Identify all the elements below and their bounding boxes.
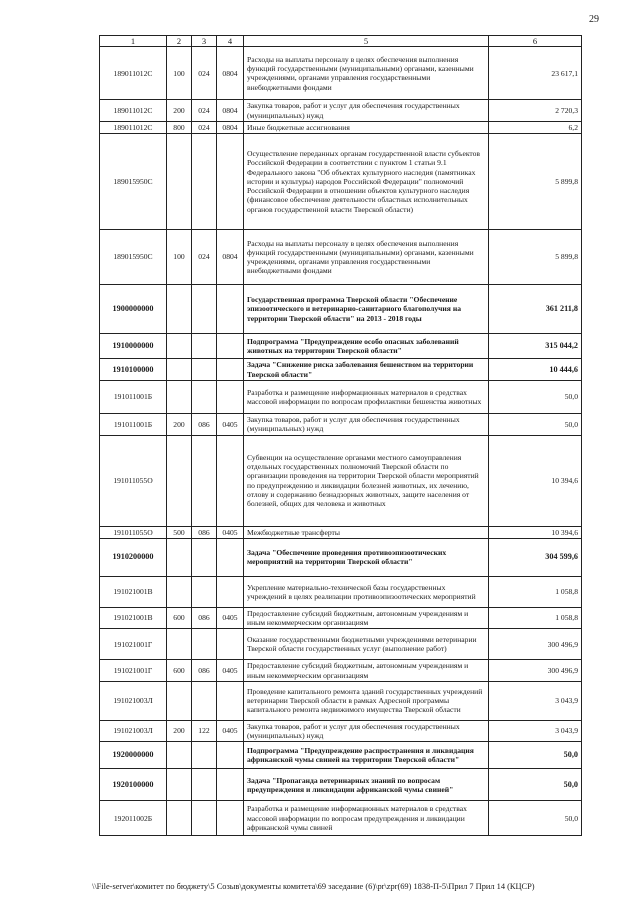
cell-expense-type: 800	[167, 121, 192, 133]
cell-section	[217, 629, 244, 660]
table-row	[100, 526, 582, 538]
cell-code: 189011012С	[100, 100, 167, 122]
cell-code: 191021003Л	[100, 681, 167, 720]
cell-name: Укрепление материально-технической базы государственных учреждений в целях реализации противоэпизоотических мероприятий	[244, 576, 489, 607]
cell-section	[217, 134, 244, 230]
table-row	[100, 230, 582, 285]
cell-ministry: 086	[192, 660, 217, 682]
cell-ministry	[192, 629, 217, 660]
table-row	[100, 134, 582, 230]
cell-code: 192011002Б	[100, 801, 167, 836]
cell-name: Разработка и размещение информационных материалов в средствах массовой информации по вопросам предупреждения и ликвидации африканской чумы свиней	[244, 801, 489, 836]
cell-section	[217, 742, 244, 769]
cell-amount: 315 044,2	[489, 334, 582, 359]
cell-amount: 6,2	[489, 121, 582, 133]
cell-expense-type	[167, 576, 192, 607]
cell-name: Межбюджетные трансферты	[244, 526, 489, 538]
cell-code: 1900000000	[100, 285, 167, 334]
cell-section	[217, 769, 244, 801]
table-row	[100, 720, 582, 742]
cell-name: Закупка товаров, работ и услуг для обеспечения государственных (муниципальных) нужд	[244, 720, 489, 742]
cell-code: 189015950С	[100, 230, 167, 285]
cell-amount: 50,0	[489, 769, 582, 801]
table-row	[100, 801, 582, 836]
cell-ministry	[192, 285, 217, 334]
table-row	[100, 660, 582, 682]
cell-amount: 5 899,8	[489, 134, 582, 230]
cell-code: 191021001Г	[100, 660, 167, 682]
cell-code: 191011001Б	[100, 381, 167, 414]
cell-ministry	[192, 742, 217, 769]
cell-expense-type: 200	[167, 720, 192, 742]
cell-ministry	[192, 381, 217, 414]
cell-name: Осуществление переданных органам государственной власти субъектов Российской Федерации в соответствии с пунктом 1 статьи 9.1 Федерального закона "Об объектах культурного наследия (памятниках истории и культуры) народов Российской Федерации" полномочий Российской Федерации в отношении объектов культурного наследия (финансовое обеспечение деятельности областных исполнительных органов государственной власти Тверской области)	[244, 134, 489, 230]
cell-expense-type	[167, 742, 192, 769]
table-row	[100, 121, 582, 133]
cell-amount: 1 058,8	[489, 607, 582, 629]
cell-expense-type	[167, 801, 192, 836]
cell-name: Подпрограмма "Предупреждение распространения и ликвидация африканской чумы свиней на территории Тверской области"	[244, 742, 489, 769]
cell-expense-type: 600	[167, 660, 192, 682]
cell-amount: 3 043,9	[489, 720, 582, 742]
cell-ministry	[192, 538, 217, 576]
cell-ministry	[192, 134, 217, 230]
cell-name: Предоставление субсидий бюджетным, автономным учреждениям и иным некоммерческим организациям	[244, 607, 489, 629]
table-row	[100, 100, 582, 122]
cell-section: 0804	[217, 100, 244, 122]
cell-section: 0405	[217, 720, 244, 742]
cell-name: Расходы на выплаты персоналу в целях обеспечения выполнения функций государственными (муниципальными) органами, казенными учреждениями, органами управления государственными внебюджетными фондами	[244, 230, 489, 285]
cell-section	[217, 359, 244, 381]
cell-expense-type: 200	[167, 100, 192, 122]
cell-code: 1910000000	[100, 334, 167, 359]
cell-amount: 10 394,6	[489, 435, 582, 526]
table-row	[100, 334, 582, 359]
cell-section: 0804	[217, 230, 244, 285]
cell-amount: 3 043,9	[489, 681, 582, 720]
cell-code: 1920000000	[100, 742, 167, 769]
cell-ministry	[192, 334, 217, 359]
cell-expense-type	[167, 435, 192, 526]
cell-ministry	[192, 769, 217, 801]
cell-name: Закупка товаров, работ и услуг для обеспечения государственных (муниципальных) нужд	[244, 100, 489, 122]
cell-expense-type: 200	[167, 414, 192, 436]
header-col-1: 1	[100, 36, 167, 47]
cell-code: 191021001В	[100, 576, 167, 607]
cell-expense-type	[167, 285, 192, 334]
header-col-4: 4	[217, 36, 244, 47]
cell-amount: 50,0	[489, 742, 582, 769]
cell-code: 1920100000	[100, 769, 167, 801]
cell-ministry	[192, 576, 217, 607]
cell-amount: 304 599,6	[489, 538, 582, 576]
cell-name: Проведение капитального ремонта зданий государственных учреждений ветеринарии Тверской области в рамках Адресной программы капитального ремонта недвижимого имущества Тверской области	[244, 681, 489, 720]
cell-code: 191021001В	[100, 607, 167, 629]
cell-amount: 23 617,1	[489, 47, 582, 100]
cell-name: Задача "Снижение риска заболевания бешенством на территории Тверской области"	[244, 359, 489, 381]
table-row	[100, 435, 582, 526]
cell-section: 0405	[217, 660, 244, 682]
cell-name: Разработка и размещение информационных материалов в средствах массовой информации по вопросам профилактики бешенства животных	[244, 381, 489, 414]
cell-section: 0405	[217, 526, 244, 538]
cell-expense-type	[167, 681, 192, 720]
table-row	[100, 769, 582, 801]
cell-name: Расходы на выплаты персоналу в целях обеспечения выполнения функций государственными (муниципальными) органами, казенными учреждениями, органами управления государственными внебюджетными фондами	[244, 47, 489, 100]
table-row	[100, 607, 582, 629]
cell-expense-type	[167, 629, 192, 660]
table-row	[100, 381, 582, 414]
cell-name: Государственная программа Тверской области "Обеспечение эпизоотического и ветеринарно-санитарного благополучия на территории Тверской области" на 2013 - 2018 годы	[244, 285, 489, 334]
header-col-5: 5	[244, 36, 489, 47]
cell-code: 191011055О	[100, 435, 167, 526]
cell-section	[217, 801, 244, 836]
table-row	[100, 47, 582, 100]
cell-section	[217, 538, 244, 576]
cell-section: 0804	[217, 47, 244, 100]
header-col-2: 2	[167, 36, 192, 47]
cell-name: Подпрограмма "Предупреждение особо опасных заболеваний животных на территории Тверской области"	[244, 334, 489, 359]
cell-ministry	[192, 801, 217, 836]
cell-expense-type	[167, 359, 192, 381]
cell-expense-type	[167, 538, 192, 576]
cell-section	[217, 334, 244, 359]
page-number: 29	[589, 14, 599, 25]
header-col-3: 3	[192, 36, 217, 47]
cell-ministry: 024	[192, 230, 217, 285]
cell-code: 191021003Л	[100, 720, 167, 742]
table-row	[100, 576, 582, 607]
table-row	[100, 414, 582, 436]
table-row	[100, 285, 582, 334]
cell-expense-type	[167, 134, 192, 230]
cell-section	[217, 681, 244, 720]
cell-amount: 361 211,8	[489, 285, 582, 334]
cell-code: 191011055О	[100, 526, 167, 538]
cell-ministry	[192, 681, 217, 720]
cell-amount: 50,0	[489, 381, 582, 414]
cell-section: 0804	[217, 121, 244, 133]
cell-amount: 50,0	[489, 801, 582, 836]
cell-name: Закупка товаров, работ и услуг для обеспечения государственных (муниципальных) нужд	[244, 414, 489, 436]
table-row	[100, 681, 582, 720]
cell-expense-type: 500	[167, 526, 192, 538]
cell-ministry: 024	[192, 121, 217, 133]
cell-code: 1910200000	[100, 538, 167, 576]
cell-name: Оказание государственными бюджетными учреждениями ветеринарии Тверской области государственных услуг (выполнение работ)	[244, 629, 489, 660]
cell-code: 1910100000	[100, 359, 167, 381]
cell-section	[217, 285, 244, 334]
header-col-6: 6	[489, 36, 582, 47]
cell-section: 0405	[217, 607, 244, 629]
cell-code: 191021001Г	[100, 629, 167, 660]
cell-ministry: 024	[192, 100, 217, 122]
cell-name: Задача "Обеспечение проведения противоэпизоотических мероприятий на территории Тверской области"	[244, 538, 489, 576]
cell-name: Иные бюджетные ассигнования	[244, 121, 489, 133]
cell-section	[217, 576, 244, 607]
cell-ministry: 122	[192, 720, 217, 742]
cell-amount: 5 899,8	[489, 230, 582, 285]
cell-amount: 300 496,9	[489, 629, 582, 660]
cell-amount: 10 394,6	[489, 526, 582, 538]
cell-ministry	[192, 435, 217, 526]
cell-expense-type: 100	[167, 230, 192, 285]
cell-section: 0405	[217, 414, 244, 436]
cell-ministry: 086	[192, 526, 217, 538]
table-header-row	[100, 36, 582, 47]
table-row	[100, 742, 582, 769]
table-row	[100, 629, 582, 660]
cell-amount: 2 720,3	[489, 100, 582, 122]
cell-amount: 10 444,6	[489, 359, 582, 381]
cell-expense-type	[167, 334, 192, 359]
cell-amount: 1 058,8	[489, 576, 582, 607]
budget-table	[99, 35, 582, 836]
cell-code: 189011012С	[100, 121, 167, 133]
cell-amount: 50,0	[489, 414, 582, 436]
cell-ministry: 086	[192, 607, 217, 629]
cell-name: Задача "Пропаганда ветеринарных знаний по вопросам предупреждения и ликвидации африканской чумы свиней"	[244, 769, 489, 801]
cell-expense-type: 100	[167, 47, 192, 100]
cell-amount: 300 496,9	[489, 660, 582, 682]
cell-expense-type: 600	[167, 607, 192, 629]
cell-expense-type	[167, 381, 192, 414]
cell-ministry	[192, 359, 217, 381]
cell-code: 189015950С	[100, 134, 167, 230]
cell-section	[217, 381, 244, 414]
cell-name: Субвенции на осуществление органами местного самоуправления отдельных государственных полномочий Тверской области по организации проведения на территории Тверской области мероприятий по предупреждению и ликвидации болезней животных, их лечению, отлову и содержанию безнадзорных животных, защите населения от болезней, общих для человека и животных	[244, 435, 489, 526]
table-row	[100, 359, 582, 381]
cell-code: 191011001Б	[100, 414, 167, 436]
file-path-footer: \\File-server\комитет по бюджету\5 Созыв\документы комитета\69 заседание (6)\pr\zpr(69) 1838-П-5\Прил 7 Прил 14 (КЦСР)	[92, 882, 535, 891]
cell-name: Предоставление субсидий бюджетным, автономным учреждениям и иным некоммерческим организациям	[244, 660, 489, 682]
cell-expense-type	[167, 769, 192, 801]
cell-ministry: 086	[192, 414, 217, 436]
cell-section	[217, 435, 244, 526]
cell-ministry: 024	[192, 47, 217, 100]
table-row	[100, 538, 582, 576]
cell-code: 189011012С	[100, 47, 167, 100]
